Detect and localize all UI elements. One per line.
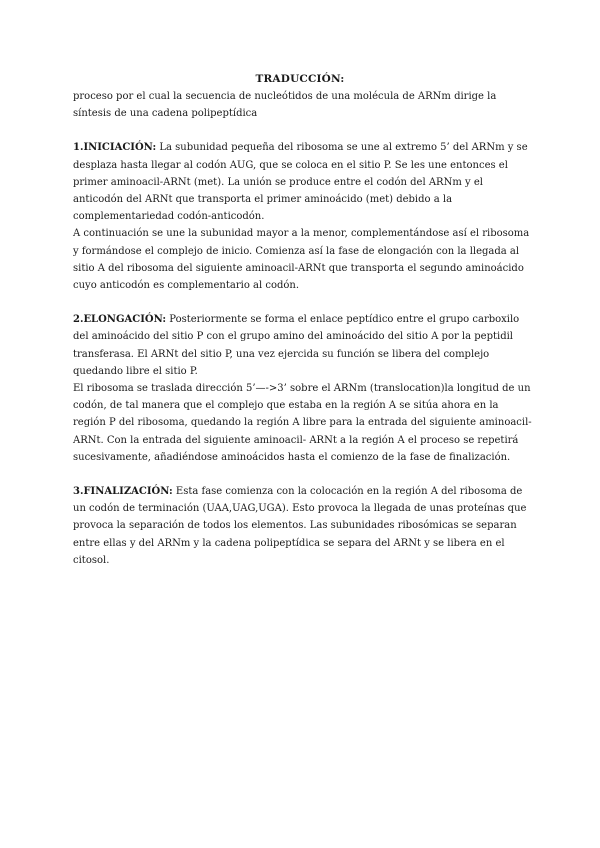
- spacer: [73, 466, 533, 483]
- section-elongacion: [73, 311, 533, 466]
- section-text: La subunidad pequeña del ribosoma se une al extremo 5’ del ARNm y se desplaza hasta llegar al codón AUG, que se coloca en el sitio P. Se les une entonces el primer aminoacil-ARNt (met). La unión se produce entre el codón del ARNm y el anticodón del ARNt que transporta el primer aminoácido (met) debido a la complementariedad codón-anticodón.: [73, 142, 528, 223]
- section-paragraph: El ribosoma se traslada dirección 5’—->3’ sobre el ARNm (translocation)la longitud de un codón, de tal manera que el complejo que estaba en la región A se sitúa ahora en la región P del ribosoma, quedando la región A libre para la entrada del siguiente aminoacil-ARNt. Con la entrada del siguiente aminoacil- ARNt a la región A el proceso se repetirá sucesivamente, añadiéndose aminoácidos hasta el comienzo de la fase de finalización.: [73, 383, 532, 463]
- section-finalizacion: [73, 483, 533, 569]
- section-iniciacion: [73, 139, 533, 294]
- section-paragraph: [73, 139, 533, 225]
- section-text: Esta fase comienza con la colocación en la región A del ribosoma de un codón de terminación (UAA,UAG,UGA). Esto provoca la llegada de unas proteínas que provoca la separación de todos los elementos. Las subunidades ribosómicas se separan entre ellas y del ARNm y la cadena polipeptídica se separa del ARNt y se libera en el citosol.: [73, 486, 527, 566]
- section-heading: 1.INICIACIÓN:: [73, 142, 157, 154]
- document-title: TRADUCCIÓN:: [255, 73, 345, 85]
- section-heading: 3.FINALIZACIÓN:: [73, 486, 173, 498]
- document-body: [73, 88, 533, 569]
- section-paragraph: [73, 311, 533, 380]
- section-text: Posteriormente se forma el enlace peptídico entre el grupo carboxilo del aminoácido del sitio P con el grupo amino del aminoácido del sitio A por la peptidil transferasa. El ARNt del sitio P, una vez ejercida su función se libera del complejo quedando libre el sitio P.: [73, 314, 520, 377]
- intro-paragraph: proceso por el cual la secuencia de nucleótidos de una molécula de ARNm dirige la síntesis de una cadena polipeptídica: [73, 91, 497, 120]
- section-heading: 2.ELONGACIÓN:: [73, 314, 167, 326]
- section-paragraph: A continuación se une la subunidad mayor a la menor, complementándose así el ribosoma y formándose el complejo de inicio. Comienza así la fase de elongación con la llegada al sitio A del ribosoma del siguiente aminoacil-ARNt que transporta el segundo aminoácido cuyo anticodón es complementario al codón.: [73, 228, 530, 292]
- spacer: [73, 294, 533, 311]
- spacer: [73, 122, 533, 139]
- section-paragraph: [73, 483, 533, 569]
